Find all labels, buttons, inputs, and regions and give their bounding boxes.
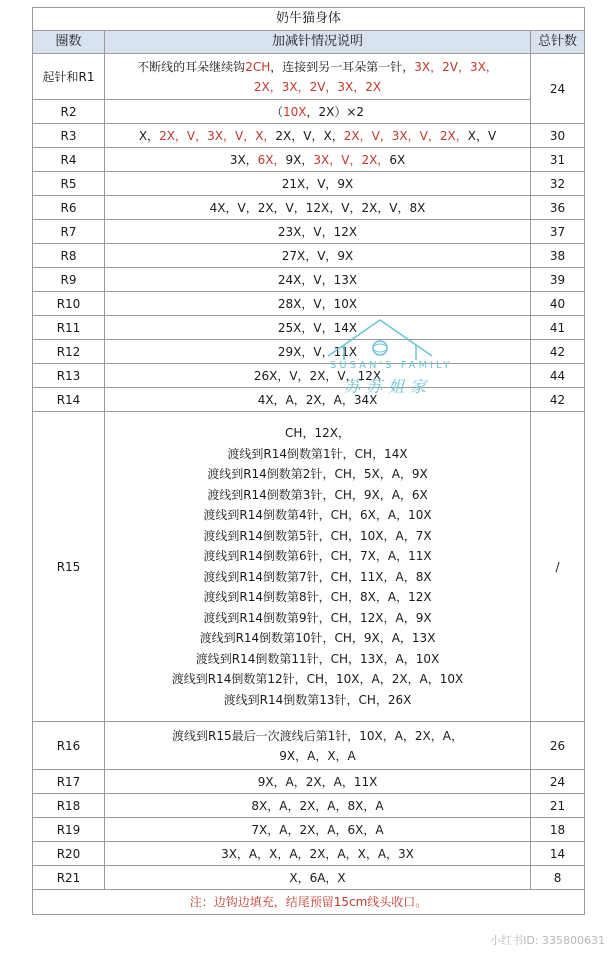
note-text: 注：边钩边填充，结尾预留15cm线头收口。 xyxy=(33,890,585,915)
round-label: R3 xyxy=(33,124,105,148)
round-label: R21 xyxy=(33,866,105,890)
round-label: R4 xyxy=(33,148,105,172)
instruction-line xyxy=(107,526,528,547)
round-label: R19 xyxy=(33,818,105,842)
instruction-line xyxy=(107,126,528,146)
stitch-text: 28X，V，10X xyxy=(277,296,358,311)
instruction-line xyxy=(107,294,528,314)
instructions-cell xyxy=(105,770,531,794)
stitch-text: 25X，V，14X xyxy=(277,320,358,335)
table-row xyxy=(33,866,585,890)
instruction-line xyxy=(107,868,528,888)
stitch-total: 26 xyxy=(531,722,585,770)
stitch-total: 18 xyxy=(531,818,585,842)
stitch-text: 渡线到R14倒数第3针，CH，9X，A，6X xyxy=(207,487,428,502)
header-round: 圈数 xyxy=(33,31,105,54)
stitch-total: 37 xyxy=(531,220,585,244)
instruction-line xyxy=(107,690,528,711)
stitch-text: X，V xyxy=(467,128,497,143)
stitch-total: 14 xyxy=(531,842,585,866)
watermark-english: SUSAN'S FAMILY xyxy=(330,360,453,371)
instruction-line xyxy=(107,772,528,792)
table-row xyxy=(33,100,585,124)
table-row xyxy=(33,794,585,818)
stitch-text: 9X，A，X，A xyxy=(279,748,356,763)
stitch-total: 38 xyxy=(531,244,585,268)
instructions-cell xyxy=(105,794,531,818)
table-row xyxy=(33,148,585,172)
stitch-text: 23X，V，12X xyxy=(277,224,358,239)
highlighted-stitch-text: 2X，V，3X，V，2X， xyxy=(343,128,468,143)
stitch-text: 24X，V，13X xyxy=(277,272,358,287)
title-row xyxy=(33,8,585,31)
instructions-cell xyxy=(105,388,531,412)
stitch-text: 3X，A，X，A，2X，A，X，A，3X xyxy=(221,846,414,861)
highlighted-stitch-text: 2CH xyxy=(245,59,271,74)
stitch-text: 8X，A，2X，A，8X，A xyxy=(251,798,384,813)
instructions-cell xyxy=(105,316,531,340)
instruction-line xyxy=(107,57,528,77)
header-row xyxy=(33,31,585,54)
highlighted-stitch-text: 3X，V，2X， xyxy=(313,152,390,167)
round-label: R13 xyxy=(33,364,105,388)
round-label: R9 xyxy=(33,268,105,292)
instruction-line xyxy=(107,608,528,629)
stitch-text: 渡线到R14倒数第13针，CH，26X xyxy=(223,692,412,707)
round-label: R16 xyxy=(33,722,105,770)
table-row xyxy=(33,770,585,794)
stitch-total: 31 xyxy=(531,148,585,172)
instructions-cell xyxy=(105,220,531,244)
instructions-cell xyxy=(105,722,531,770)
instructions-cell xyxy=(105,412,531,722)
header-total: 总针数 xyxy=(531,31,585,54)
instruction-line xyxy=(107,669,528,690)
stitch-text: 渡线到R14倒数第12针，CH，10X，A，2X，A，10X xyxy=(171,672,464,686)
stitch-text: ，连接到另一耳朵第一针， xyxy=(270,59,415,74)
table-row xyxy=(33,340,585,364)
stitch-text: 9X，A，2X，A，11X xyxy=(257,774,378,789)
stitch-total: 8 xyxy=(531,866,585,890)
round-label: R15 xyxy=(33,412,105,722)
stitch-text: （ xyxy=(270,104,283,119)
table-row xyxy=(33,316,585,340)
instructions-cell xyxy=(105,148,531,172)
round-label: R20 xyxy=(33,842,105,866)
note-row xyxy=(33,890,585,915)
instruction-line xyxy=(107,505,528,526)
table-row xyxy=(33,842,585,866)
instruction-line xyxy=(107,485,528,506)
instruction-line xyxy=(107,567,528,588)
instructions-cell xyxy=(105,196,531,220)
table-row xyxy=(33,124,585,148)
instruction-line xyxy=(107,342,528,362)
highlighted-stitch-text: 2X，3X，2V，3X，2X xyxy=(253,79,382,94)
table-row xyxy=(33,268,585,292)
stitch-total: 39 xyxy=(531,268,585,292)
stitch-total: / xyxy=(531,412,585,722)
instruction-line xyxy=(107,423,528,444)
instructions-cell xyxy=(105,340,531,364)
round-label: R5 xyxy=(33,172,105,196)
instructions-cell xyxy=(105,54,531,100)
table-row xyxy=(33,220,585,244)
table-title: 奶牛猫身体 xyxy=(33,8,585,31)
instruction-line xyxy=(107,628,528,649)
instruction-line xyxy=(107,222,528,242)
instructions-cell xyxy=(105,100,531,124)
stitch-total: 24 xyxy=(531,770,585,794)
table-row xyxy=(33,196,585,220)
instruction-line xyxy=(107,649,528,670)
highlighted-stitch-text: 3X，2V，3X， xyxy=(414,59,498,74)
instruction-line xyxy=(107,366,528,386)
stitch-text: 7X，A，2X，A，6X，A xyxy=(251,822,384,837)
round-label: R17 xyxy=(33,770,105,794)
instruction-line xyxy=(107,270,528,290)
stitch-text: 3X， xyxy=(229,152,258,167)
table-row xyxy=(33,818,585,842)
instruction-line xyxy=(107,796,528,816)
instruction-line xyxy=(107,390,528,410)
instruction-line xyxy=(107,150,528,170)
instruction-line xyxy=(107,102,528,122)
instruction-line xyxy=(107,546,528,567)
stitch-text: 26X，V，2X，V，12X xyxy=(253,368,382,383)
watermark-chinese: 苏苏姐家 xyxy=(344,377,433,396)
stitch-text: 2X，V，X， xyxy=(275,128,344,143)
round-label: R6 xyxy=(33,196,105,220)
table-row xyxy=(33,172,585,196)
stitch-text: 4X，V，2X，V，12X，V，2X，V，8X xyxy=(209,200,426,215)
round-label: R14 xyxy=(33,388,105,412)
source-watermark: 小红书ID: 335800631 xyxy=(490,934,605,947)
table-row xyxy=(33,244,585,268)
stitch-total: 42 xyxy=(531,340,585,364)
instruction-line xyxy=(107,444,528,465)
table-row xyxy=(33,292,585,316)
instruction-line xyxy=(107,198,528,218)
table-row xyxy=(33,388,585,412)
instructions-cell xyxy=(105,268,531,292)
stitch-text: 渡线到R14倒数第2针，CH，5X，A，9X xyxy=(207,467,428,481)
stitch-text: 27X，V，9X xyxy=(281,248,354,263)
highlighted-stitch-text: 10X xyxy=(282,104,307,119)
stitch-total: 40 xyxy=(531,292,585,316)
instruction-line xyxy=(107,246,528,266)
instruction-line xyxy=(107,587,528,608)
round-label: R2 xyxy=(33,100,105,124)
round-label: 起针和R1 xyxy=(33,54,105,100)
highlighted-stitch-text: 2X，V，3X，V，X， xyxy=(159,128,276,143)
stitch-text: ，2X）×2 xyxy=(306,104,365,119)
instruction-line xyxy=(107,746,528,766)
stitch-text: 渡线到R14倒数第7针，CH，11X，A，8X xyxy=(203,569,432,584)
stitch-text: X，6A，X xyxy=(289,870,346,885)
stitch-text: 渡线到R14倒数第8针，CH，8X，A，12X xyxy=(203,590,432,604)
instruction-line xyxy=(107,726,528,746)
instruction-line xyxy=(107,318,528,338)
instruction-line xyxy=(107,844,528,864)
stitch-total: 21 xyxy=(531,794,585,818)
table-row xyxy=(33,412,585,722)
table-row xyxy=(33,722,585,770)
stitch-total: 41 xyxy=(531,316,585,340)
stitch-text: 21X，V，9X xyxy=(281,176,354,191)
instruction-line xyxy=(107,174,528,194)
stitch-total: 32 xyxy=(531,172,585,196)
instructions-cell xyxy=(105,842,531,866)
stitch-total: 42 xyxy=(531,388,585,412)
instructions-cell xyxy=(105,364,531,388)
instructions-cell xyxy=(105,124,531,148)
stitch-text: 渡线到R14倒数第9针，CH，12X，A，9X xyxy=(203,610,432,625)
stitch-text: 渡线到R14倒数第1针，CH，14X xyxy=(227,446,408,461)
header-instructions: 加减针情况说明 xyxy=(105,31,531,54)
round-label: R18 xyxy=(33,794,105,818)
stitch-total: 44 xyxy=(531,364,585,388)
instructions-cell xyxy=(105,818,531,842)
stitch-text: 4X，A，2X，A，34X xyxy=(257,392,378,407)
stitch-text: 29X，V，11X xyxy=(277,344,358,359)
stitch-text: 渡线到R14倒数第4针，CH，6X，A，10X xyxy=(203,508,432,522)
stitch-total: 36 xyxy=(531,196,585,220)
instruction-line xyxy=(107,77,528,97)
round-label: R7 xyxy=(33,220,105,244)
stitch-text: 渡线到R14倒数第6针，CH，7X，A，11X xyxy=(203,549,432,563)
stitch-text: CH，12X， xyxy=(285,426,350,440)
round-label: R12 xyxy=(33,340,105,364)
instructions-cell xyxy=(105,172,531,196)
instruction-line xyxy=(107,820,528,840)
round-label: R8 xyxy=(33,244,105,268)
stitch-text: 6X xyxy=(389,152,406,167)
round-label: R10 xyxy=(33,292,105,316)
round-label: R11 xyxy=(33,316,105,340)
stitch-text: 渡线到R14倒数第5针，CH，10X，A，7X xyxy=(203,528,432,543)
table-row xyxy=(33,364,585,388)
instructions-cell xyxy=(105,866,531,890)
instruction-line xyxy=(107,464,528,485)
highlighted-stitch-text: 6X， xyxy=(257,152,286,167)
instructions-cell xyxy=(105,292,531,316)
stitch-text: 渡线到R14倒数第11针，CH，13X，A，10X xyxy=(195,651,440,666)
stitch-text: X， xyxy=(138,128,160,143)
stitch-text: 不断线的耳朵继续钩 xyxy=(137,59,246,74)
instructions-cell xyxy=(105,244,531,268)
pattern-table xyxy=(32,7,585,915)
stitch-total: 30 xyxy=(531,124,585,148)
stitch-text: 9X， xyxy=(285,152,314,167)
table-row xyxy=(33,54,585,100)
stitch-text: 渡线到R14倒数第10针，CH，9X，A，13X xyxy=(199,631,436,645)
stitch-text: 渡线到R15最后一次渡线后第1针，10X，A，2X，A， xyxy=(171,728,463,743)
stitch-total: 24 xyxy=(531,54,585,124)
